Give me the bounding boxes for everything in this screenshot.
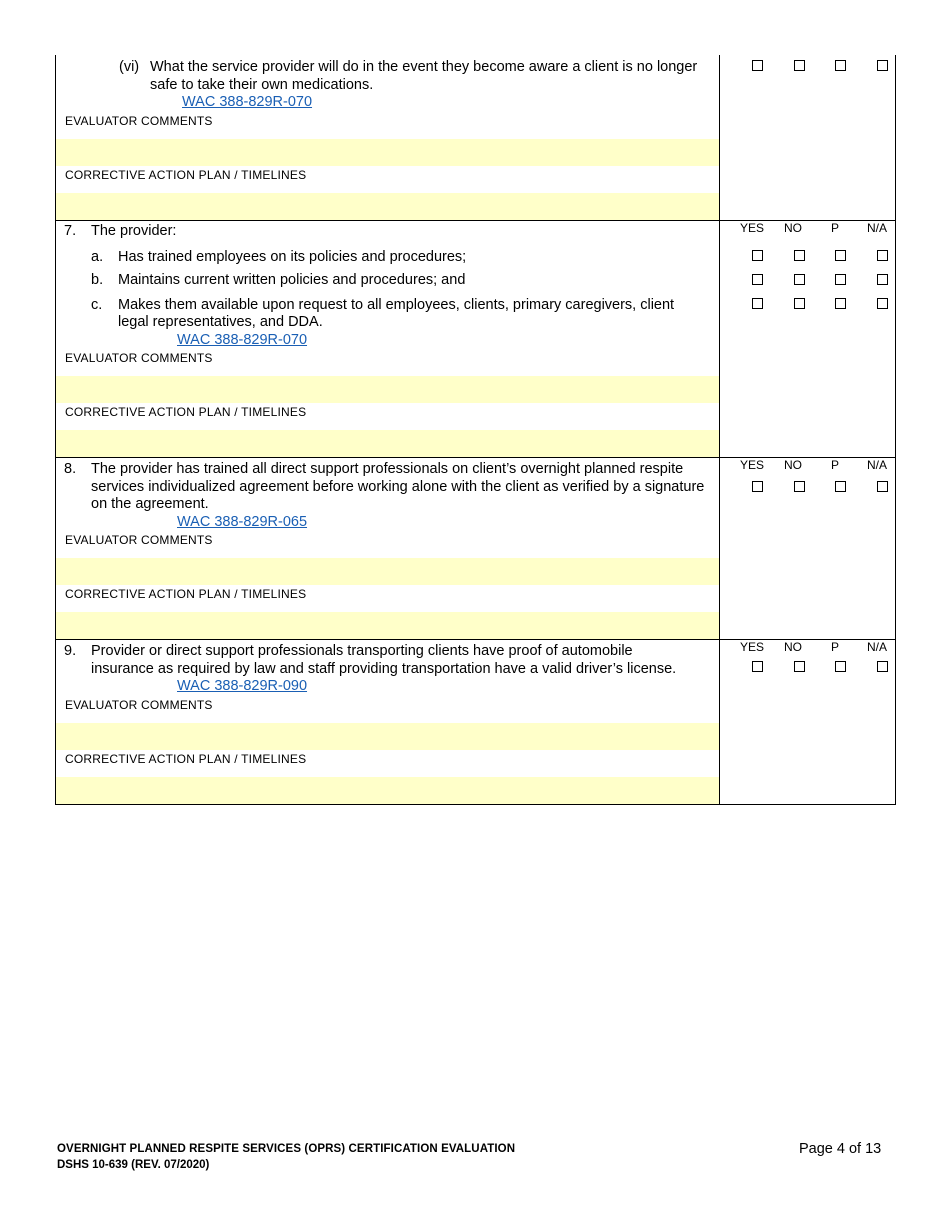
item-9-text: Provider or direct support professionals transporting clients have proof of automobile insurance as required by law and staff providing transportation have a valid driver’s license. [91,643,677,677]
item-9-wac-link[interactable]: WAC 388-829R-090 [177,678,308,694]
item-7a-na-checkbox[interactable] [877,250,888,261]
corrective-action-field[interactable] [56,430,719,457]
item-9-na-checkbox[interactable] [877,661,888,672]
item-6-vi-na-checkbox[interactable] [877,60,888,71]
item-7-section: 7. The provider: a. Has trained employees on its policies and procedures; b. Maintains current written policies and procedures; and c. Makes them available upon request to all employees, clients, primary caregivers, client legal representatives, and DDA. WAC 388-829R-070 EVALUATOR COMMENTS CORRECTIVE ACTION PLAN / TIMELINES YES NO P N/A [56,221,895,458]
page-number: Page 4 of 13 [799,1141,882,1157]
item-7b-yes-checkbox[interactable] [752,274,763,285]
item-7-wac-link[interactable]: WAC 388-829R-070 [177,331,308,348]
corrective-action-field[interactable] [56,777,719,804]
item-7-number: 7. [64,223,77,239]
item-8-na-checkbox[interactable] [877,481,888,492]
item-9-p-checkbox[interactable] [835,661,846,672]
item-6-vi-section [56,55,895,221]
item-9-yes-checkbox[interactable] [752,661,763,672]
corrective-action-label: CORRECTIVE ACTION PLAN / TIMELINES [65,587,307,601]
item-7c-yes-checkbox[interactable] [752,298,763,309]
corrective-action-label: CORRECTIVE ACTION PLAN / TIMELINES [65,405,307,419]
evaluator-comments-field[interactable] [56,723,719,750]
item-7c: c. Makes them available upon request to all employees, clients, primary caregivers, client legal representatives, and DDA. [91,296,675,330]
item-9-section: 9. Provider or direct support professionals transporting clients have proof of automobile insurance as required by law and staff providing transportation have a valid driver’s license. WAC 388-829R-090 EVALUATOR COMMENTS CORRECTIVE ACTION PLAN / TIMELINES YES NO P N/A [56,640,895,805]
item-6-vi-no-checkbox[interactable] [794,60,805,71]
footer-form-number: DSHS 10-639 (REV. 07/2020) [57,1159,210,1171]
item-7-text: The provider: [91,223,177,239]
footer-form-title: OVERNIGHT PLANNED RESPITE SERVICES (OPRS) CERTIFICATION EVALUATION [57,1143,516,1155]
item-8-yes-checkbox[interactable] [752,481,763,492]
evaluator-comments-label: EVALUATOR COMMENTS [65,351,213,365]
item-9-no-checkbox[interactable] [794,661,805,672]
item-8-no-checkbox[interactable] [794,481,805,492]
item-7b-na-checkbox[interactable] [877,274,888,285]
evaluation-table [55,55,896,805]
evaluator-comments-field[interactable] [56,376,719,403]
item-7c-no-checkbox[interactable] [794,298,805,309]
item-6-vi-wac-link[interactable]: WAC 388-829R-070 [182,94,313,110]
item-8-p-checkbox[interactable] [835,481,846,492]
item-9-number: 9. [64,643,77,659]
evaluator-comments-label: EVALUATOR COMMENTS [65,697,213,712]
item-8-section: 8. The provider has trained all direct support professionals on client’s overnight planned respite services individualized agreement before working alone with the client as verified by a signature on the agreement. WAC 388-829R-065 EVALUATOR COMMENTS CORRECTIVE ACTION PLAN / TIMELINES YES NO P N/A [56,458,895,640]
item-8-wac-link[interactable]: WAC 388-829R-065 [177,513,308,530]
item-7b-p-checkbox[interactable] [835,274,846,285]
evaluator-comments-field[interactable] [56,139,719,166]
item-6-vi-yes-checkbox[interactable] [752,60,763,71]
evaluator-comments-label: EVALUATOR COMMENTS [65,533,213,547]
corrective-action-label: CORRECTIVE ACTION PLAN / TIMELINES [65,751,307,766]
item-6-vi-p-checkbox[interactable] [835,60,846,71]
item-8-text: The provider has trained all direct support professionals on client’s overnight planned respite services individualized agreement before working alone with the client as verified by a signature on the agreement. [91,461,705,512]
item-6-vi-text: What the service provider will do in the event they become aware a client is no longer safe to take their own medications. [150,59,698,93]
item-7c-p-checkbox[interactable] [835,298,846,309]
corrective-action-label: CORRECTIVE ACTION PLAN / TIMELINES [65,168,307,182]
evaluator-comments-label: EVALUATOR COMMENTS [65,114,213,128]
item-8-number: 8. [64,461,77,477]
item-7b-no-checkbox[interactable] [794,274,805,285]
item-7b: b. Maintains current written policies and procedures; and [91,272,466,288]
item-6-vi-marker: (vi) [119,59,140,75]
item-7a-yes-checkbox[interactable] [752,250,763,261]
item-7a: a. Has trained employees on its policies and procedures; [91,248,467,265]
evaluator-comments-field[interactable] [56,558,719,585]
corrective-action-field[interactable] [56,612,719,639]
item-7a-no-checkbox[interactable] [794,250,805,261]
item-7c-na-checkbox[interactable] [877,298,888,309]
item-7a-p-checkbox[interactable] [835,250,846,261]
corrective-action-field[interactable] [56,193,719,220]
